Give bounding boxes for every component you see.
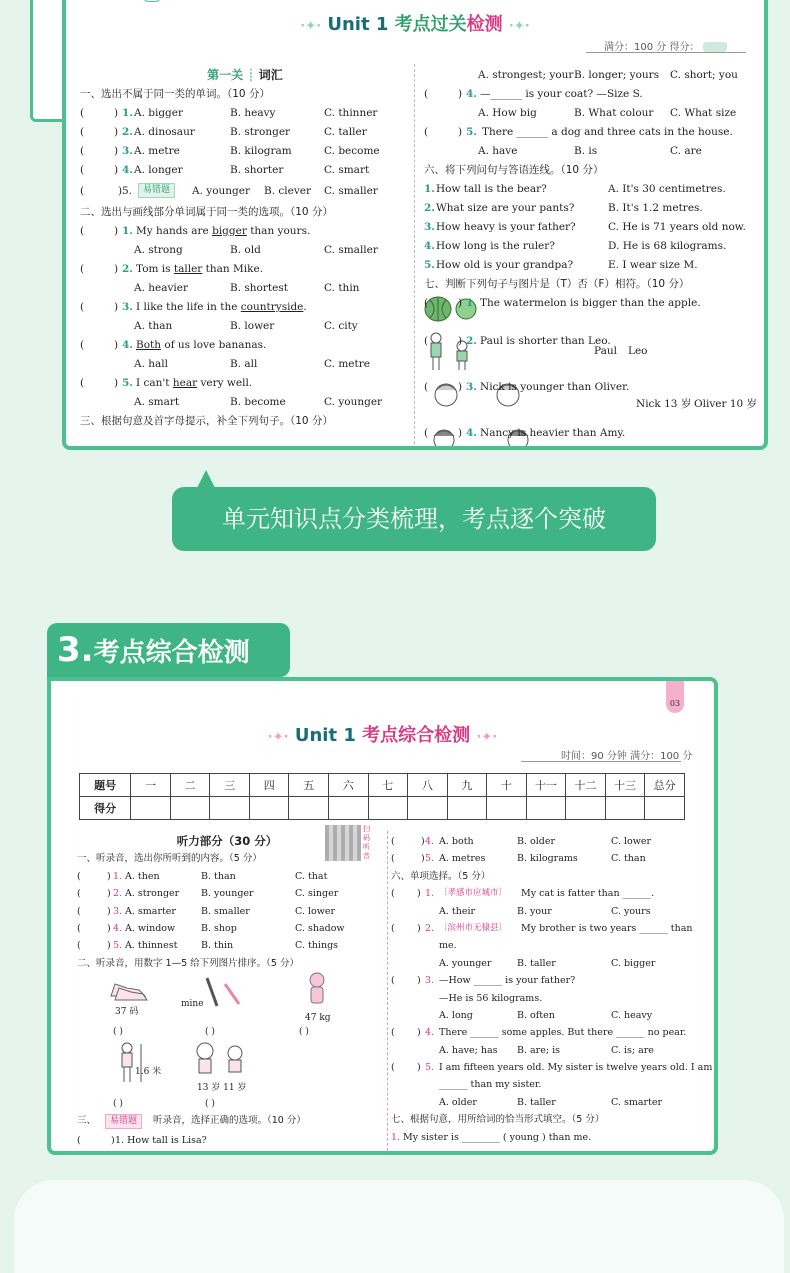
section1-rows: [80, 104, 410, 180]
s2-question: ( ) 2. Tom is taller than Mike.: [80, 263, 264, 275]
score-table-header-cell: 七: [368, 774, 408, 797]
score-label: 满分：100 分 得分：: [604, 38, 727, 53]
right-column: [391, 833, 713, 1146]
score-table-header-cell: 五: [289, 774, 329, 797]
r-q4: ( ) 4. —______ is your coat? —Size S.: [424, 88, 643, 100]
r-q4: ( ) 4. A. both B. older C. lower: [391, 836, 652, 847]
score-table-header-cell: 题号: [80, 774, 131, 797]
score-table-header-cell: 九: [447, 774, 487, 797]
s1-row: ( ) 4. A. longer B. shorter C. smart: [80, 164, 370, 176]
score-table-header: [80, 774, 685, 797]
score-table-header-cell: 二: [170, 774, 210, 797]
s2-options: A. hall B. all C. metre: [134, 358, 370, 370]
score-table-header-cell: 八: [408, 774, 448, 797]
l1-row: ( ) 3. A. smarter B. smaller C. lower: [77, 905, 336, 917]
score-table-header-cell: 十二: [566, 774, 606, 797]
unit1-checkpoint-page: [62, 0, 768, 450]
sparkle-icon: ·✦·: [267, 730, 289, 745]
s6-question: ( ) 5. I am fifteen years old. My sister is twelve years old. I am: [391, 1062, 713, 1074]
error-prone-tag: 易错题: [105, 1114, 142, 1129]
s7-q1: ( ) 1. The watermelon is bigger than the apple.: [424, 294, 764, 332]
s7-q3: ( ) 3. Nick is younger than Oliver. Nick 13 岁 Oliver 10 岁: [424, 378, 764, 424]
prev-options: A. strongest; your B. longer; yours C. short; you: [478, 69, 738, 81]
s6-question-cont: me.: [439, 940, 457, 952]
l1-row: ( ) 4. A. window B. shop C. shadow: [77, 922, 345, 934]
l1-row: ( ) 2. A. stronger B. younger C. singer: [77, 888, 339, 900]
score-table-header-cell: 十三: [605, 774, 645, 797]
section6-title: 六、将下列问句与答语连线。（10 分）: [424, 164, 604, 176]
section1-title: 一、选出不属于同一类的单词。（10 分）: [80, 88, 270, 100]
score-table-header-cell: 三: [210, 774, 250, 797]
s6-options: A. older B. taller C. smarter: [439, 1096, 663, 1108]
left-column: [80, 66, 410, 431]
s6-title: 六、单项选择。（5 分）: [391, 870, 491, 882]
score-box: [703, 42, 727, 52]
s7-title: 七、根据句意，用所给词的恰当形式填空。（5 分）: [391, 1114, 605, 1126]
score-table-score-row: 得分: [80, 797, 685, 820]
sparkle-icon: ·✦·: [476, 730, 498, 745]
s6-question: ( ) 1. 〔孝感市应城市〕 My cat is fatter than ______.: [391, 888, 655, 900]
time-score-label: 时间：90 分钟 满分：100 分: [561, 751, 693, 762]
s6-options: A. their B. your C. yours: [439, 905, 651, 917]
s6-options: A. have; has B. are; is C. is; are: [439, 1044, 654, 1056]
page-number: 03: [666, 681, 684, 713]
s2-options: A. heavier B. shortest C. thin: [134, 282, 360, 294]
s6-row: 5. How old is your grandpa? E. I wear size M.: [424, 259, 698, 271]
score-table: [79, 773, 685, 820]
section6-rows: [424, 180, 764, 275]
s7-q4: ( ) 4. Nancy is heavier than Amy.: [424, 424, 764, 443]
s6-row: 2. What size are your pants? B. It's 1.2 metres.: [424, 202, 703, 214]
s2-question: ( ) 1. My hands are bigger than yours.: [80, 225, 311, 237]
left-column: [77, 833, 377, 1150]
score-table-header-cell: 十: [487, 774, 527, 797]
r-q4-options: A. How big B. What colour C. What size: [478, 107, 737, 119]
sparkle-icon: ·✦·: [508, 19, 530, 34]
background-blob: [14, 1180, 784, 1273]
score-table-header-cell: 一: [131, 774, 171, 797]
page-title: ·✦· Unit 1 考点过关检测 ·✦·: [300, 14, 530, 35]
s1-row: ( ) 3. A. metre B. kilogram C. become: [80, 145, 380, 157]
l1-rows: [77, 868, 377, 955]
feature-banner: 单元知识点分类梳理，考点逐个突破: [172, 487, 656, 551]
s1-row: ( ) 1. A. bigger B. heavy C. thinner: [80, 107, 378, 119]
s2-options: A. smart B. become C. younger: [134, 396, 383, 408]
s6-question-cont: —He is 56 kilograms.: [439, 992, 543, 1004]
s6-items: [391, 885, 713, 1111]
score-table-header-cell: 十一: [526, 774, 566, 797]
s2-options: A. strong B. old C. smaller: [134, 244, 378, 256]
section3-heading: 3.考点综合检测: [47, 623, 290, 677]
qr-label: 扫码听音: [363, 825, 370, 860]
column-divider: [387, 831, 388, 1155]
unit1-comprehensive-page: [47, 677, 718, 1155]
s7-q2: ( ) 2. Paul is shorter than Leo. Paul Leo: [424, 332, 764, 378]
girl-weight-icon: [305, 972, 329, 1008]
s2-question: ( ) 4. Both of us love bananas.: [80, 339, 267, 351]
section7-title: 七、判断下列句子与图片是（T）否（F）相符。（10 分）: [424, 278, 690, 290]
r-q5: ( ) 5. A. metres B. kilograms C. than: [391, 853, 646, 865]
listening-title: 听力部分（30 分）: [176, 834, 278, 848]
l1-row: ( ) 5. A. thinnest B. thin C. things: [77, 940, 339, 952]
pencils-icon: [203, 976, 243, 1010]
s6-options: A. long B. often C. heavy: [439, 1009, 653, 1021]
shoes-icon: [109, 976, 149, 1002]
s7-q1: 1. My sister is ________ ( young ) than me.: [391, 1131, 592, 1143]
section2-items: [80, 222, 410, 412]
score-table-header-cell: 总分: [645, 774, 685, 797]
right-column: [424, 66, 764, 443]
page-title: ·✦· Unit 1 考点综合检测 ·✦·: [267, 725, 498, 746]
s6-row: 3. How heavy is your father? C. He is 71 years old now.: [424, 221, 746, 233]
s6-question: ( ) 3. —How ______ is your father?: [391, 975, 576, 987]
error-prone-tag: 易错题: [138, 183, 175, 198]
s1-row: ( ) 2. A. dinosaur B. stronger C. taller: [80, 126, 367, 138]
l2-title: 二、听录音，用数字 1—5 给下列图片排序。（5 分）: [77, 957, 299, 969]
s6-question: ( ) 4. There ______ some apples. But there ______ no pear.: [391, 1027, 687, 1039]
score-table-header-cell: 四: [249, 774, 289, 797]
s6-row: 4. How long is the ruler? D. He is 68 kilograms.: [424, 240, 727, 252]
sparkle-icon: ·✦·: [300, 19, 322, 34]
r-q5-options: A. have B. is C. are: [478, 145, 702, 157]
score-table-header-cell: 六: [329, 774, 369, 797]
l3-q1: ( ) 1. How tall is Lisa?: [77, 1135, 207, 1147]
l1-row: ( ) 1. A. then B. than C. that: [77, 870, 328, 882]
two-kids-icon: [193, 1042, 249, 1078]
page-number: [142, 0, 162, 2]
l2-pictures: 37 码 mine 47 kg ( ) ( ) ( ) 1.6 米 13 岁 11 岁 ( ) ( ): [77, 972, 377, 1112]
section3-title: 三、根据句意及首字母提示，补全下列句子。（10 分）: [80, 415, 333, 427]
part-heading: 第一关 ┊ 词汇: [207, 68, 283, 82]
section2-title: 二、选出与画线部分单词属于同一类的选项。（10 分）: [80, 206, 333, 218]
s6-options: A. younger B. taller C. bigger: [439, 957, 656, 969]
s2-question: ( ) 5. I can't hear very well.: [80, 377, 253, 389]
s2-options: A. than B. lower C. city: [134, 320, 358, 332]
s6-row: 1. How tall is the bear? A. It's 30 centimetres.: [424, 183, 726, 195]
l3-title: 三、 易错题 听录音，选择正确的选项。（10 分）: [77, 1112, 377, 1132]
r-q5: ( ) 5. There ______ a dog and three cats in the house.: [424, 126, 733, 138]
s1-q5: ( ) 5. 易错题 A. younger B. clever C. smaller: [80, 185, 378, 197]
s2-question: ( ) 3. I like the life in the countryside.: [80, 301, 307, 313]
s6-question-cont: ______ than my sister.: [439, 1079, 542, 1091]
l1-title: 一、听录音，选出你所听到的内容。（5 分）: [77, 853, 262, 865]
s6-question: ( ) 2. 〔滨州市无棣县〕 My brother is two years ______ than: [391, 922, 693, 934]
column-divider: [414, 64, 415, 444]
